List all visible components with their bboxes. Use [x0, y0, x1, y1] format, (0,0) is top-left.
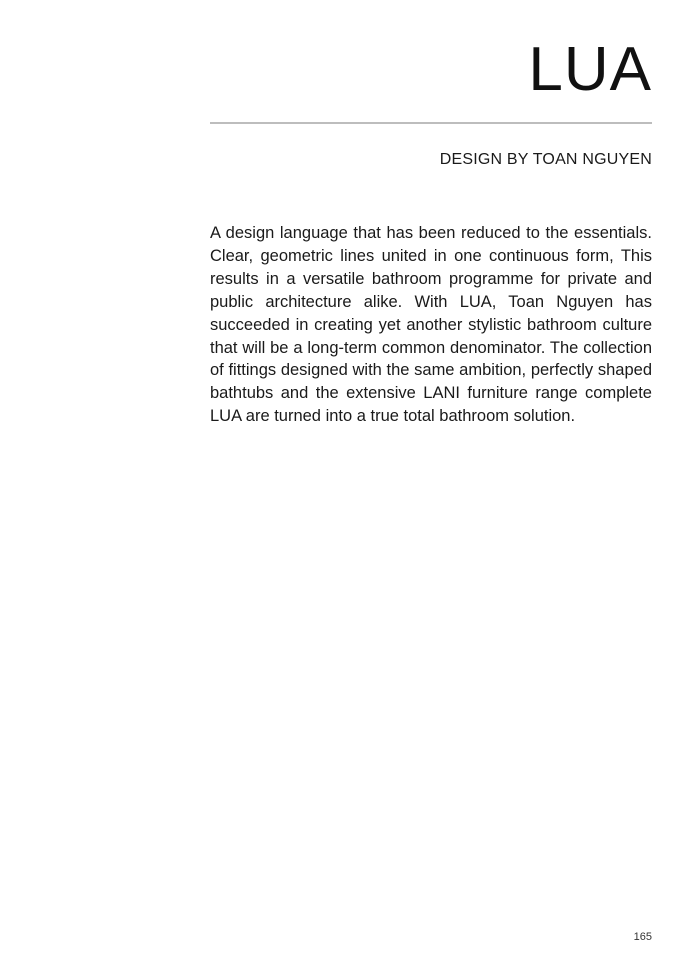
body-paragraph: A design language that has been reduced to the essentials. Clear, geometric lines united in one continuous form, This results in a versatile bathroom programme for private and public architecture alike. With LUA, Toan Nguyen has succeeded in creating yet another stylistic bathroom culture that will be a long-term common denominator. The collection of fittings designed with the same ambition, perfectly shaped bathtubs and the extensive LANI furniture range complete LUA are turned into a true total bathroom solution.	[210, 224, 652, 426]
designer-credit: DESIGN BY TOAN NGUYEN	[439, 151, 652, 168]
page-title: LUA	[528, 35, 652, 104]
page-number: 165	[633, 931, 652, 943]
title-divider	[210, 122, 652, 124]
